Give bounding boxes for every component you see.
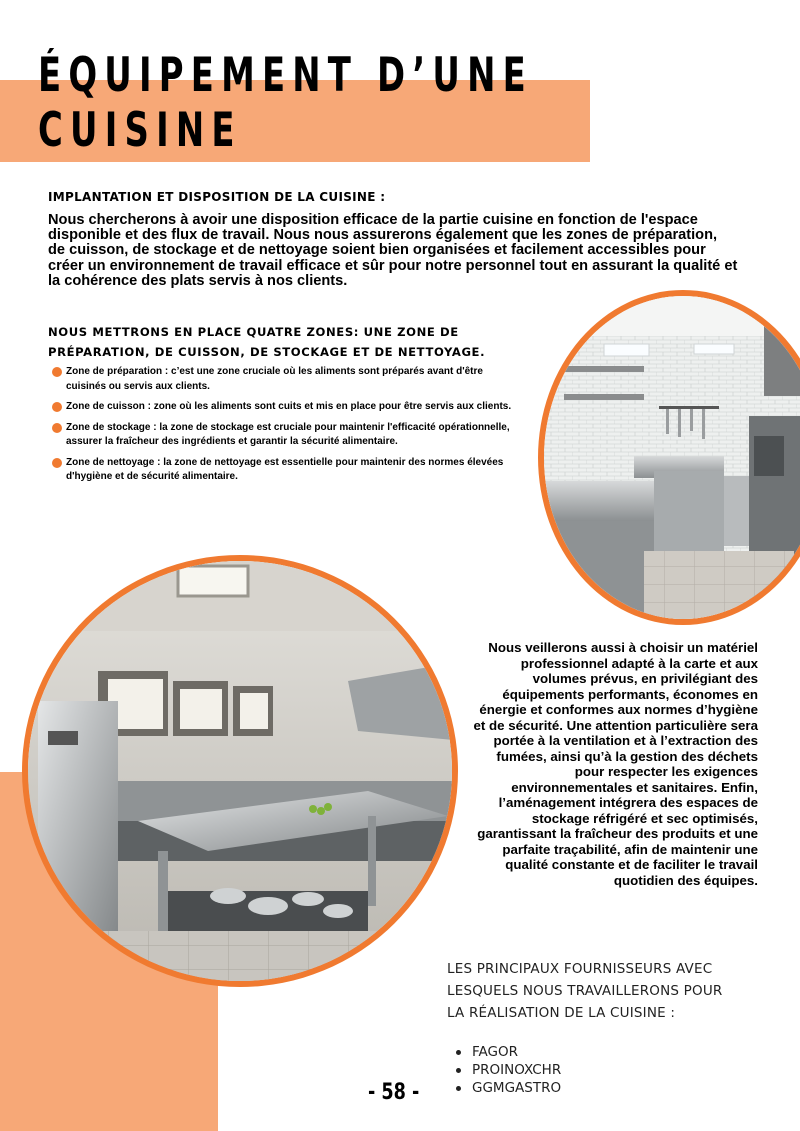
supplier-item [456, 1079, 561, 1097]
zone-text: Zone de nettoyage : la zone de nettoyage est essentielle pour maintenir des normes élevées d'hygiène et de sécurité alimentaire. [66, 456, 504, 482]
bullet-dot-icon [52, 367, 62, 377]
bullet-dot-icon [52, 458, 62, 468]
page-title: ÉQUIPEMENT D’UNE CUISINE [38, 48, 533, 158]
bullet-dot-icon [52, 402, 62, 412]
page-number: - 58 - [368, 1080, 420, 1105]
supplier-name: PROINOXCHR [472, 1062, 562, 1078]
zone-text: Zone de stockage : la zone de stockage est cruciale pour maintenir l'efficacité opérationnelle, assurer la fraîcheur des ingrédients et garantir la sécurité alimentaire. [66, 421, 510, 447]
suppliers-heading: LES PRINCIPAUX FOURNISSEURS AVEC LESQUELS NOUS TRAVAILLERONS POUR LA RÉALISATION DE LA CUISINE : [447, 961, 723, 1021]
supplier-name: FAGOR [472, 1044, 518, 1060]
zone-item-stockage [52, 421, 512, 450]
zone-item-cuisson [52, 400, 512, 415]
bullet-icon [456, 1068, 461, 1073]
zones-heading: NOUS METTRONS EN PLACE QUATRE ZONES: UNE ZONE DE PRÉPARATION, DE CUISSON, DE STOCKAGE ET DE NETTOYAGE. [48, 325, 486, 359]
zones-list [52, 365, 512, 491]
zone-text: Zone de préparation : c’est une zone cruciale où les aliments sont préparés avant d'être cuisinés ou servis aux clients. [66, 366, 483, 392]
supplier-name: GGMGASTRO [472, 1080, 562, 1096]
kitchen-photo-right [538, 290, 800, 625]
equipment-paragraph: Nous veillerons aussi à choisir un matériel professionnel adapté à la carte et aux volumes prévus, en privilégiant des équipements performants, économes en énergie et conformes aux normes d’hygiène et de sécurité. Une attention particulière sera portée à la ventilation et à l’extraction des fumées, ainsi qu’à la gestion des déchets pour respecter les exigences environnementales et sanitaires. Enfin, l’aménagement intégrera des espaces de stockage réfrigéré et sec optimisés, garantissant la fraîcheur des produits et une parfaite traçabilité, afin de maintenir une qualité constante et de faciliter le travail quotidien des équipes. [473, 640, 758, 888]
intro-paragraph: Nous chercherons à avoir une disposition efficace de la partie cuisine en fonction de l'espace disponible et des flux de travail. Nous nous assurerons également que les zones de préparation, de cuisson, de stockage et de nettoyage soient bien organisées et facilement accessibles pour créer un environnement de travail efficace et sûr pour notre personnel tout en assurant la qualité et la cohérence des plats servis à nos clients. [48, 212, 738, 289]
section-heading: IMPLANTATION ET DISPOSITION DE LA CUISINE : [48, 190, 386, 204]
supplier-item [456, 1043, 561, 1061]
kitchen-photo-left [22, 555, 458, 987]
bullet-dot-icon [52, 423, 62, 433]
zone-item-preparation [52, 365, 512, 394]
zone-item-nettoyage [52, 456, 512, 485]
supplier-item [456, 1061, 561, 1079]
bullet-icon [456, 1086, 461, 1091]
suppliers-list [456, 1043, 561, 1097]
zone-text: Zone de cuisson : zone où les aliments sont cuits et mis en place pour être servis aux clients. [66, 401, 512, 412]
bullet-icon [456, 1050, 461, 1055]
